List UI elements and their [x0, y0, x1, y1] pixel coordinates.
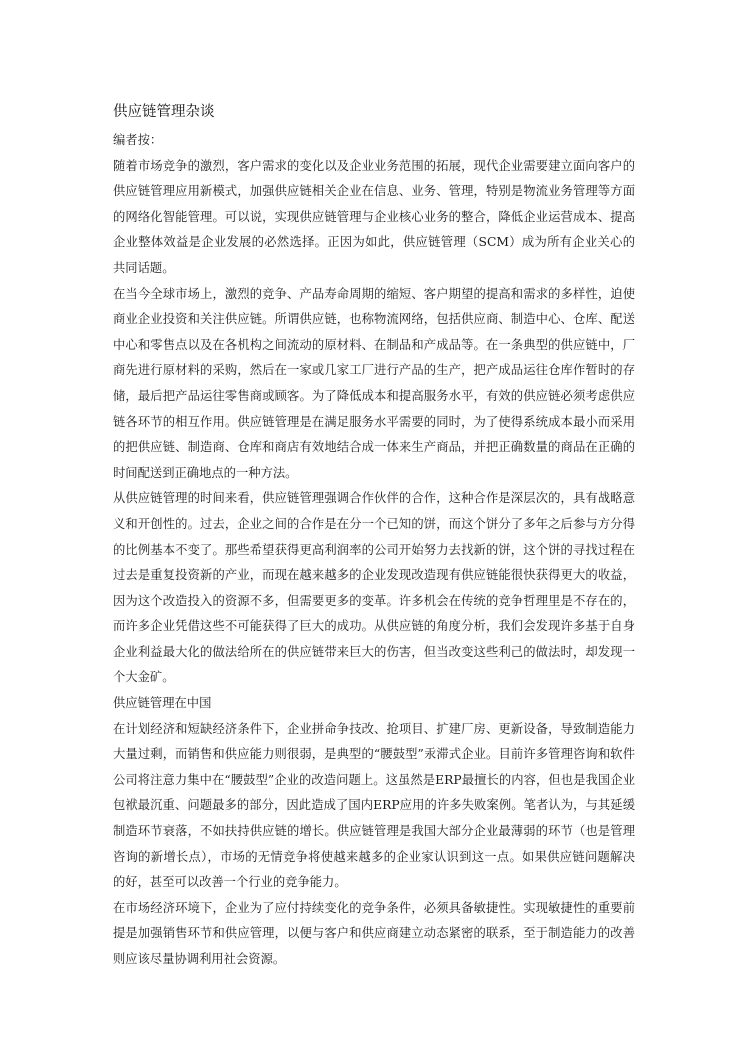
document-title: 供应链管理杂谈 [113, 104, 215, 120]
paragraph: 在计划经济和短缺经济条件下，企业拼命争技改、抢项目、扩建厂房、更新设备，导致制造能力大量过剩，而销售和供应能力则很弱，是典型的“腰鼓型”汞滞式企业。目前许多管理咨询和软件公司将注意力集中在“腰鼓型”企业的改造问题上。这虽然是ERP最擅长的内容，但也是我国企业包袱最沉重、问题最多的部分，因此造成了国内ERP应用的许多失败案例。笔者认为，与其延缓制造环节衰落，不如扶持供应链的增长。供应链管理是我国大部分企业最薄弱的环节（也是管理咨询的新增长点），市场的无情竞争将使越来越多的企业家认识到这一点。如果供应链问题解决的好，甚至可以改善一个行业的竞争能力。 [113, 721, 635, 890]
section-heading: 供应链管理在中国 [113, 696, 212, 711]
paragraph: 在市场经济环境下，企业为了应付持续变化的竞争条件，必须具备敏捷性。实现敏捷性的重要前提是加强销售环节和供应管理，以便与客户和供应商建立动态紧密的联系，至于制造能力的改善则应该尽量协调利用社会资源。 [113, 900, 635, 966]
document-body [113, 128, 635, 973]
paragraph: 在当今全球市场上，激烈的竞争、产品寿命周期的缩短、客户期望的提高和需求的多样性，迫使商业企业投资和关注供应链。所谓供应链，也称物流网络，包括供应商、制造中心、仓库、配送中心和零售点以及在各机构之间流动的原材料、在制品和产成品等。在一条典型的供应链中，厂商先进行原材料的采购，然后在一家或几家工厂进行产品的生产，把产成品运往仓库作暂时的存储，最后把产品运往零售商或顾客。为了降低成本和提高服务水平，有效的供应链必须考虑供应链各环节的相互作用。供应链管理是在满足服务水平需要的同时，为了使得系统成本最小而采用的把供应链、制造商、仓库和商店有效地结合成一体来生产商品，并把正确数量的商品在正确的时间配送到正确地点的一种方法。 [113, 286, 635, 480]
paragraph: 从供应链管理的时间来看，供应链管理强调合作伙伴的合作，这种合作是深层次的，具有战略意义和开创性的。过去，企业之间的合作是在分一个已知的饼，而这个饼分了多年之后参与方分得的比例基本不变了。那些希望获得更高利润率的公司开始努力去找新的饼，这个饼的寻找过程在过去是重复投资新的产业，而现在越来越多的企业发现改造现有供应链能很快获得更大的收益，因为这个改造投入的资源不多，但需要更多的变革。许多机会在传统的竞争哲理里是不存在的，而许多企业凭借这些不可能获得了巨大的成功。从供应链的角度分析，我们会发现许多基于自身企业利益最大化的做法给所在的供应链带来巨大的伤害，但当改变这些利己的做法时，却发现一个大金矿。 [113, 491, 635, 685]
paragraph: 随着市场竞争的激烈，客户需求的变化以及企业业务范围的拓展，现代企业需要建立面向客户的供应链管理应用新模式，加强供应链相关企业在信息、业务、管理，特别是物流业务管理等方面的网络化智能管理。可以说，实现供应链管理与企业核心业务的整合，降低企业运营成本、提高企业整体效益是企业发展的必然选择。正因为如此，供应链管理（SCM）成为所有企业关心的共同话题。 [113, 158, 635, 275]
editor-note-label: 编者按： [113, 133, 163, 147]
